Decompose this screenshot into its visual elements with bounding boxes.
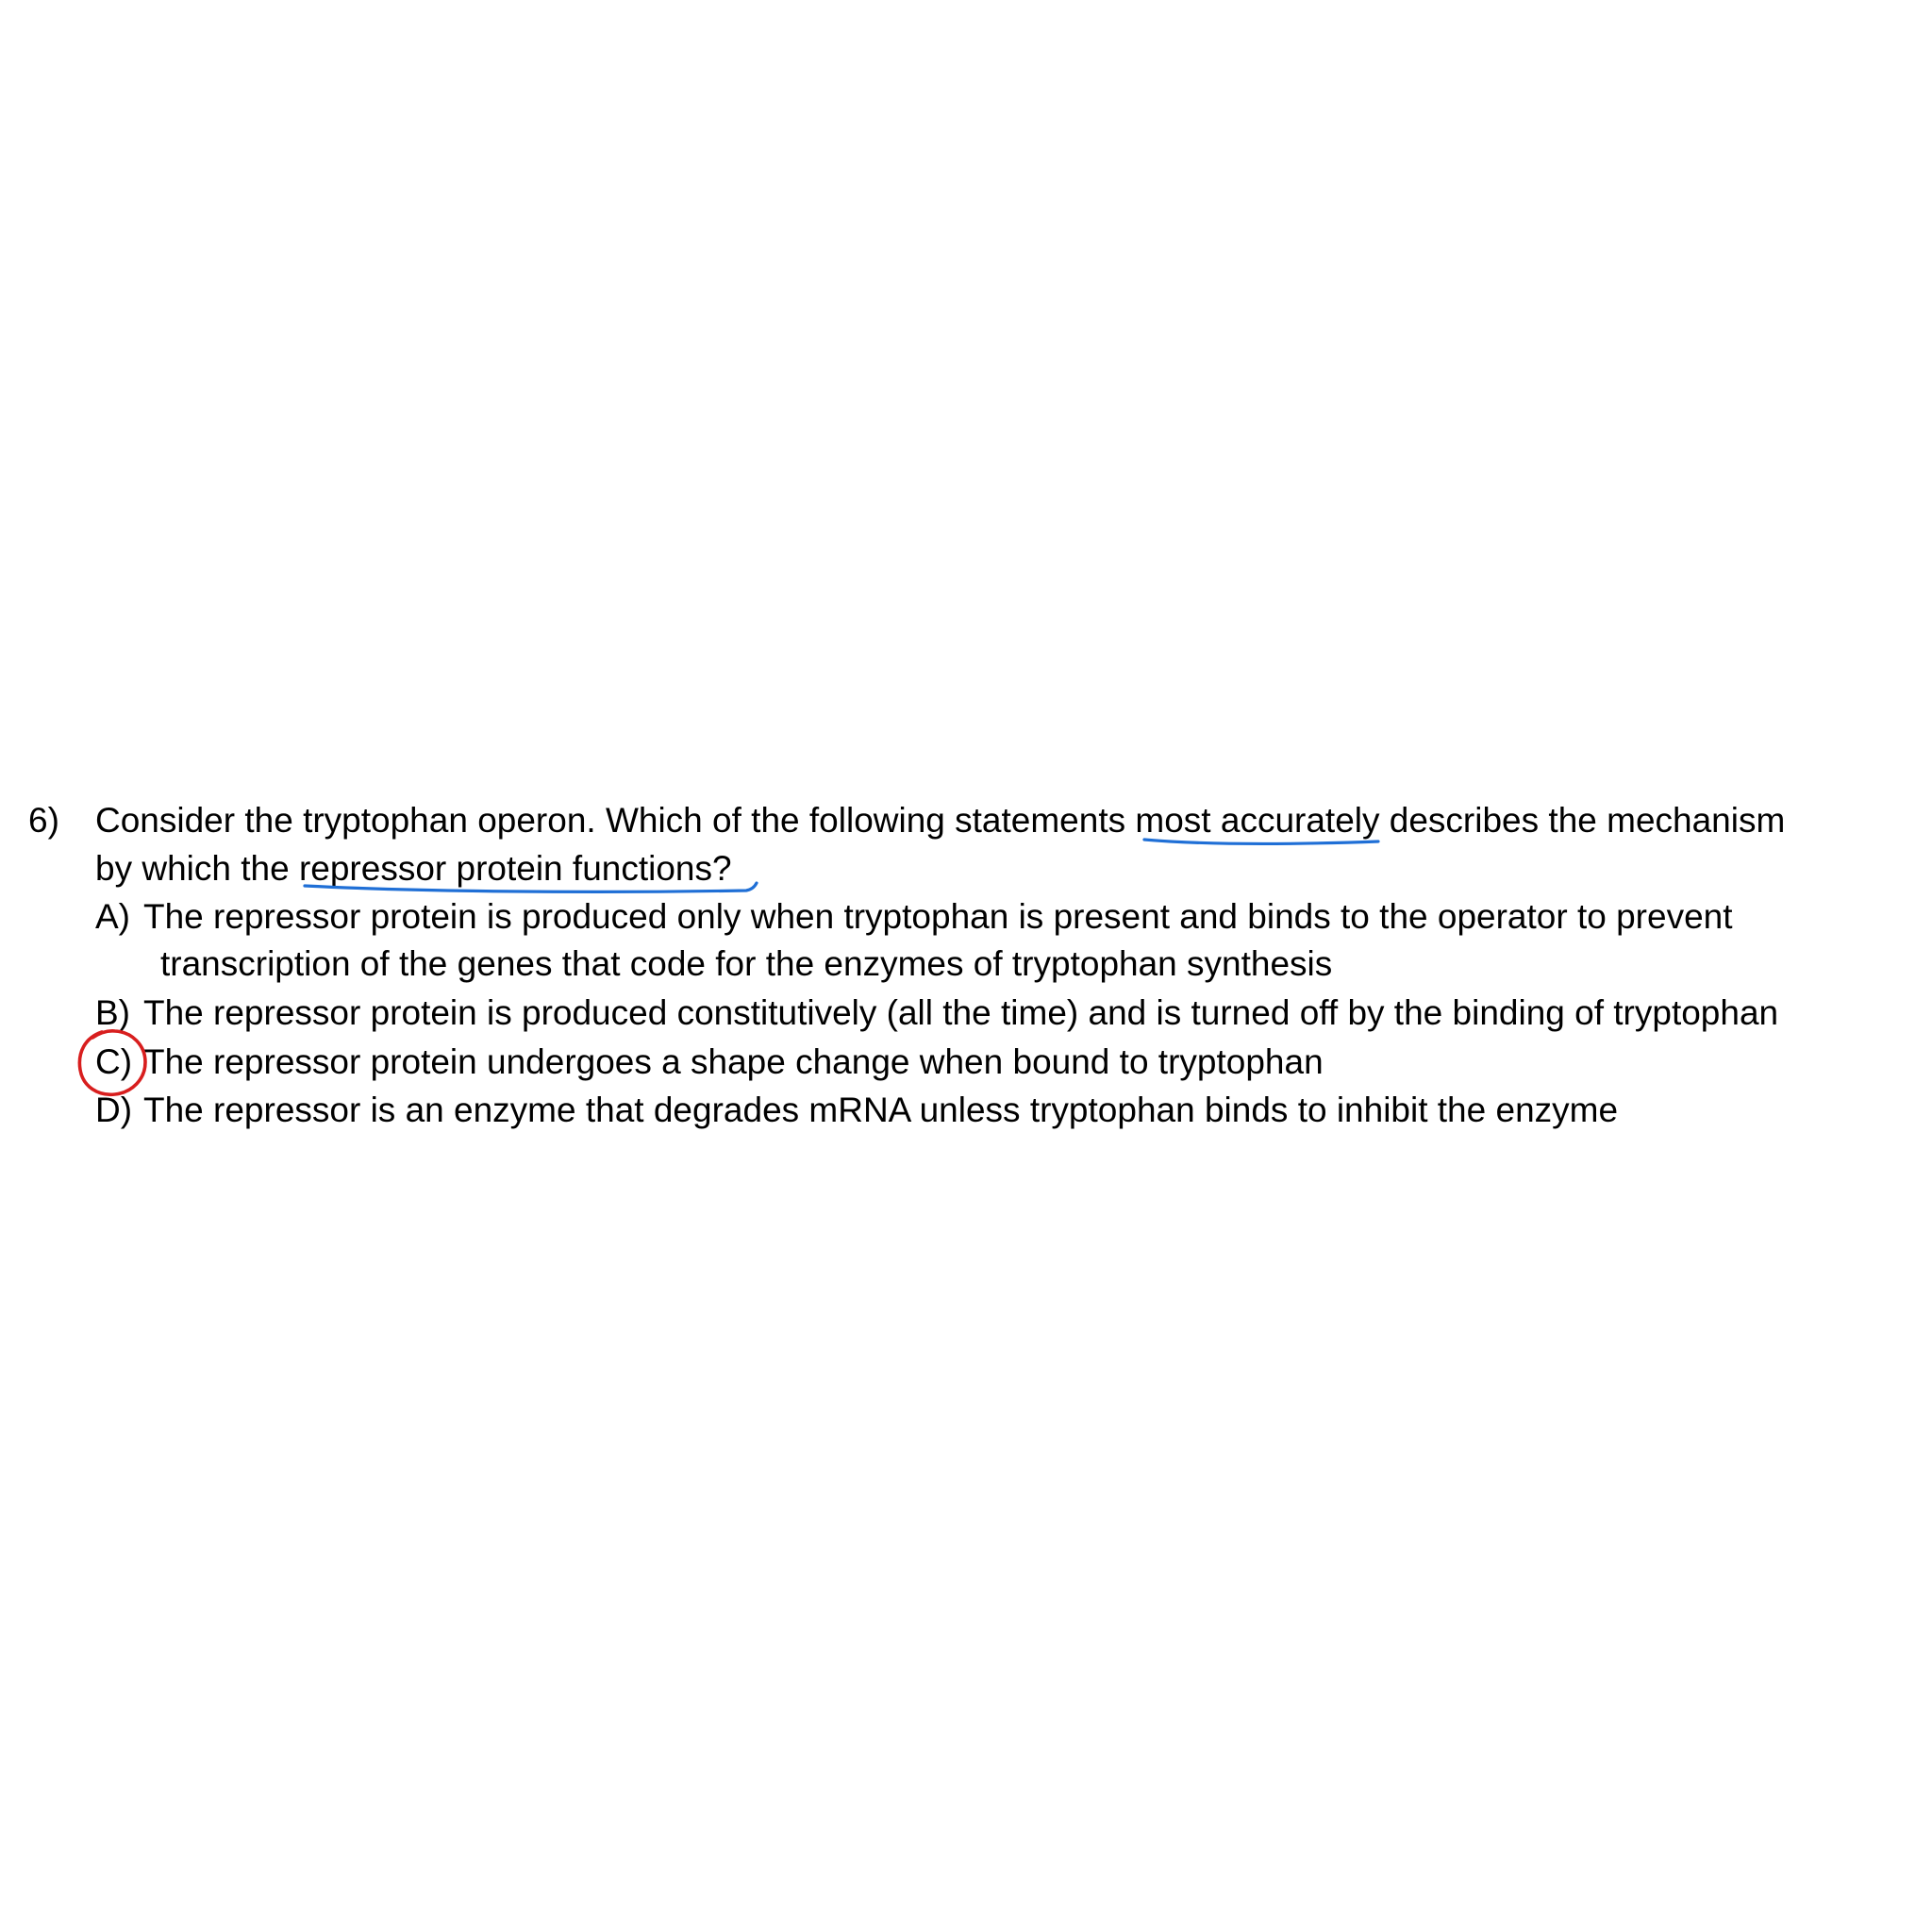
option-a-text-continued: transcription of the genes that code for the enzymes of tryptophan synthesis — [160, 944, 1333, 983]
option-d-label: D) — [95, 1091, 133, 1129]
option-a-text: The repressor protein is produced only when tryptophan is present and binds to the operator to prevent — [143, 897, 1733, 936]
question-stem-line-2 — [95, 846, 732, 891]
stem-text: Consider the tryptophan operon. Which of the following statements — [95, 801, 1136, 840]
option-b-text: The repressor protein is produced constitutively (all the time) and is turned off by the binding of tryptophan — [143, 993, 1779, 1032]
question-number: 6) — [28, 801, 59, 840]
underlined-phrase-most-accurately — [1135, 798, 1379, 843]
underlined-text: repressor protein functions — [298, 849, 713, 888]
option-c-label: C) — [95, 1042, 133, 1081]
underlined-text: most accurately — [1135, 801, 1380, 840]
option-c-text: The repressor protein undergoes a shape change when bound to tryptophan — [143, 1042, 1324, 1081]
option-a-label: A) — [95, 897, 130, 936]
option-b-label: B) — [95, 993, 130, 1032]
underlined-phrase-repressor-protein-functions — [299, 846, 712, 891]
option-d-text: The repressor is an enzyme that degrades mRNA unless tryptophan binds to inhibit the enzyme — [143, 1091, 1619, 1129]
stem-text: describes the mechanism — [1379, 801, 1786, 840]
stem-text: by which the — [95, 849, 299, 888]
stem-text: ? — [712, 849, 732, 888]
question-stem-line-1 — [95, 798, 1785, 843]
